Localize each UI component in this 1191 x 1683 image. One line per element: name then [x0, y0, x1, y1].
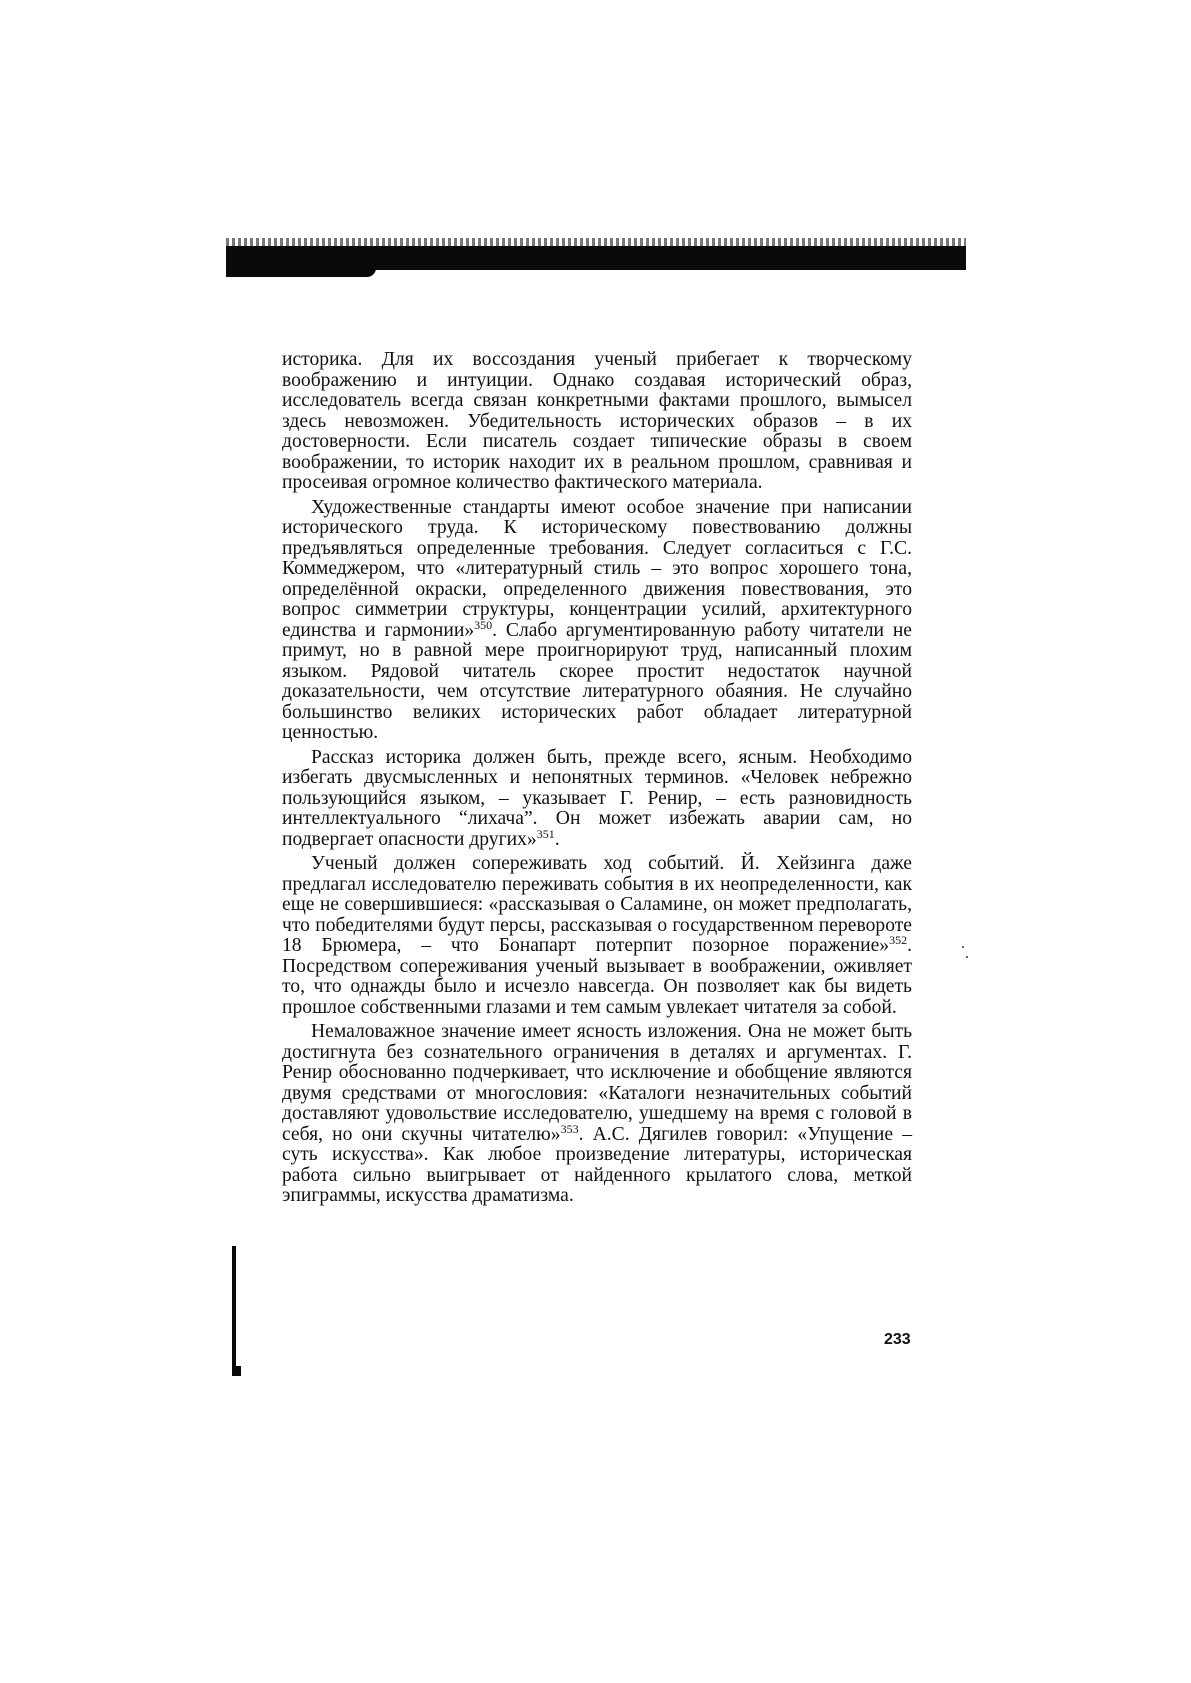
footnote-ref-351: 351	[536, 826, 555, 841]
scan-speck	[966, 956, 968, 958]
footnote-ref-352: 352	[889, 933, 908, 947]
paragraph-5-text-1: Немаловажное значение имеет ясность изложения. Она не может быть достигнута без сознательного ограничения в деталях и аргументах. Г. Ренир обоснованно подчеркивает, что исключение и обобщение являются двумя средствами от многословия: «Каталоги незначительных событий доставляют удовольствие исследователю, ушедшему на время с головой в себя, но они скучны читателю»	[282, 1021, 912, 1145]
paragraph-3-text-1: Рассказ историка должен быть, прежде всего, ясным. Необходимо избегать двусмысленных и непонятных терминов. «Человек небрежно пользующийся языком, – указывает Г. Ренир, – есть разновидность интеллектуального “лихача”. Он может избежать аварии сам, но подвергает опасности других»	[282, 746, 912, 850]
binding-mark-foot	[232, 1366, 241, 1376]
page-number: 233	[884, 1331, 911, 1348]
paragraph-2-text-1: Художественные стандарты имеют особое значение при написании исторического труда. К историческому повествованию должны предъявляться определенные требования. Следует согласиться с Г.С. Коммеджером, что «литературный стиль – это вопрос хорошего тона, определённой окраски, определенного движения повествования, это вопрос симметрии структуры, концентрации усилий, архитектурного единства и гармонии»	[282, 496, 912, 641]
body-text	[282, 350, 912, 1211]
footnote-ref-350: 350	[474, 617, 493, 632]
paragraph-4-text-2: . Посредством сопереживания ученый вызывает в воображении, оживляет то, что однажды было и исчезло навсегда. Он позволяет как бы видеть прошлое собственными глазами и тем самым увлекает читателя за собой.	[282, 935, 912, 1018]
paragraph-5-text-2: . А.С. Дягилев говорил: «Упущение – суть искусства». Как любое произведение литературы, историческая работа сильно выигрывает от найденного крылатого слова, меткой эпиграммы, искусства драматизма.	[282, 1123, 912, 1206]
paragraph-1	[282, 350, 912, 494]
paragraph-2	[282, 498, 912, 744]
paragraph-4	[282, 854, 912, 1018]
scan-speck	[962, 946, 964, 948]
header-rule	[226, 246, 966, 270]
paragraph-1-text-1: историка. Для их воссоздания ученый прибегает к творческому воображению и интуиции. Однако создавая исторический образ, исследователь всегда связан конкретными фактами прошлого, вымысел здесь невозможен. Убедительность исторических образов – в их достоверности. Если писатель создает типические образы в своем воображении, то историк находит их в реальном прошлом, сравнивая и просеивая огромное количество фактического материала.	[282, 349, 912, 493]
binding-mark	[232, 1246, 236, 1374]
paragraph-4-text-1: Ученый должен сопереживать ход событий. Й. Хейзинга даже предлагал исследователю переживать события в их неопределенности, как еще не совершившиеся: «рассказывая о Саламине, он может предполагать, что победителями будут персы, рассказывая о государственном перевороте 18 Брюмера, – что Бонапарт потерпит позорное поражение»	[282, 853, 912, 956]
header-rule-tail	[226, 268, 376, 277]
paragraph-3	[282, 748, 912, 851]
footnote-ref-353: 353	[560, 1121, 579, 1136]
paragraph-5	[282, 1022, 912, 1207]
paragraph-2-text-2: . Слабо аргументированную работу читатели не примут, но в равной мере проигнорируют труд, написанный плохим языком. Рядовой читатель скорее простит недостаток научной доказательности, чем отсутствие литературного обаяния. Не случайно большинство великих исторических работ обладает литературной ценностью.	[282, 619, 913, 743]
paragraph-3-text-2: .	[554, 828, 560, 850]
